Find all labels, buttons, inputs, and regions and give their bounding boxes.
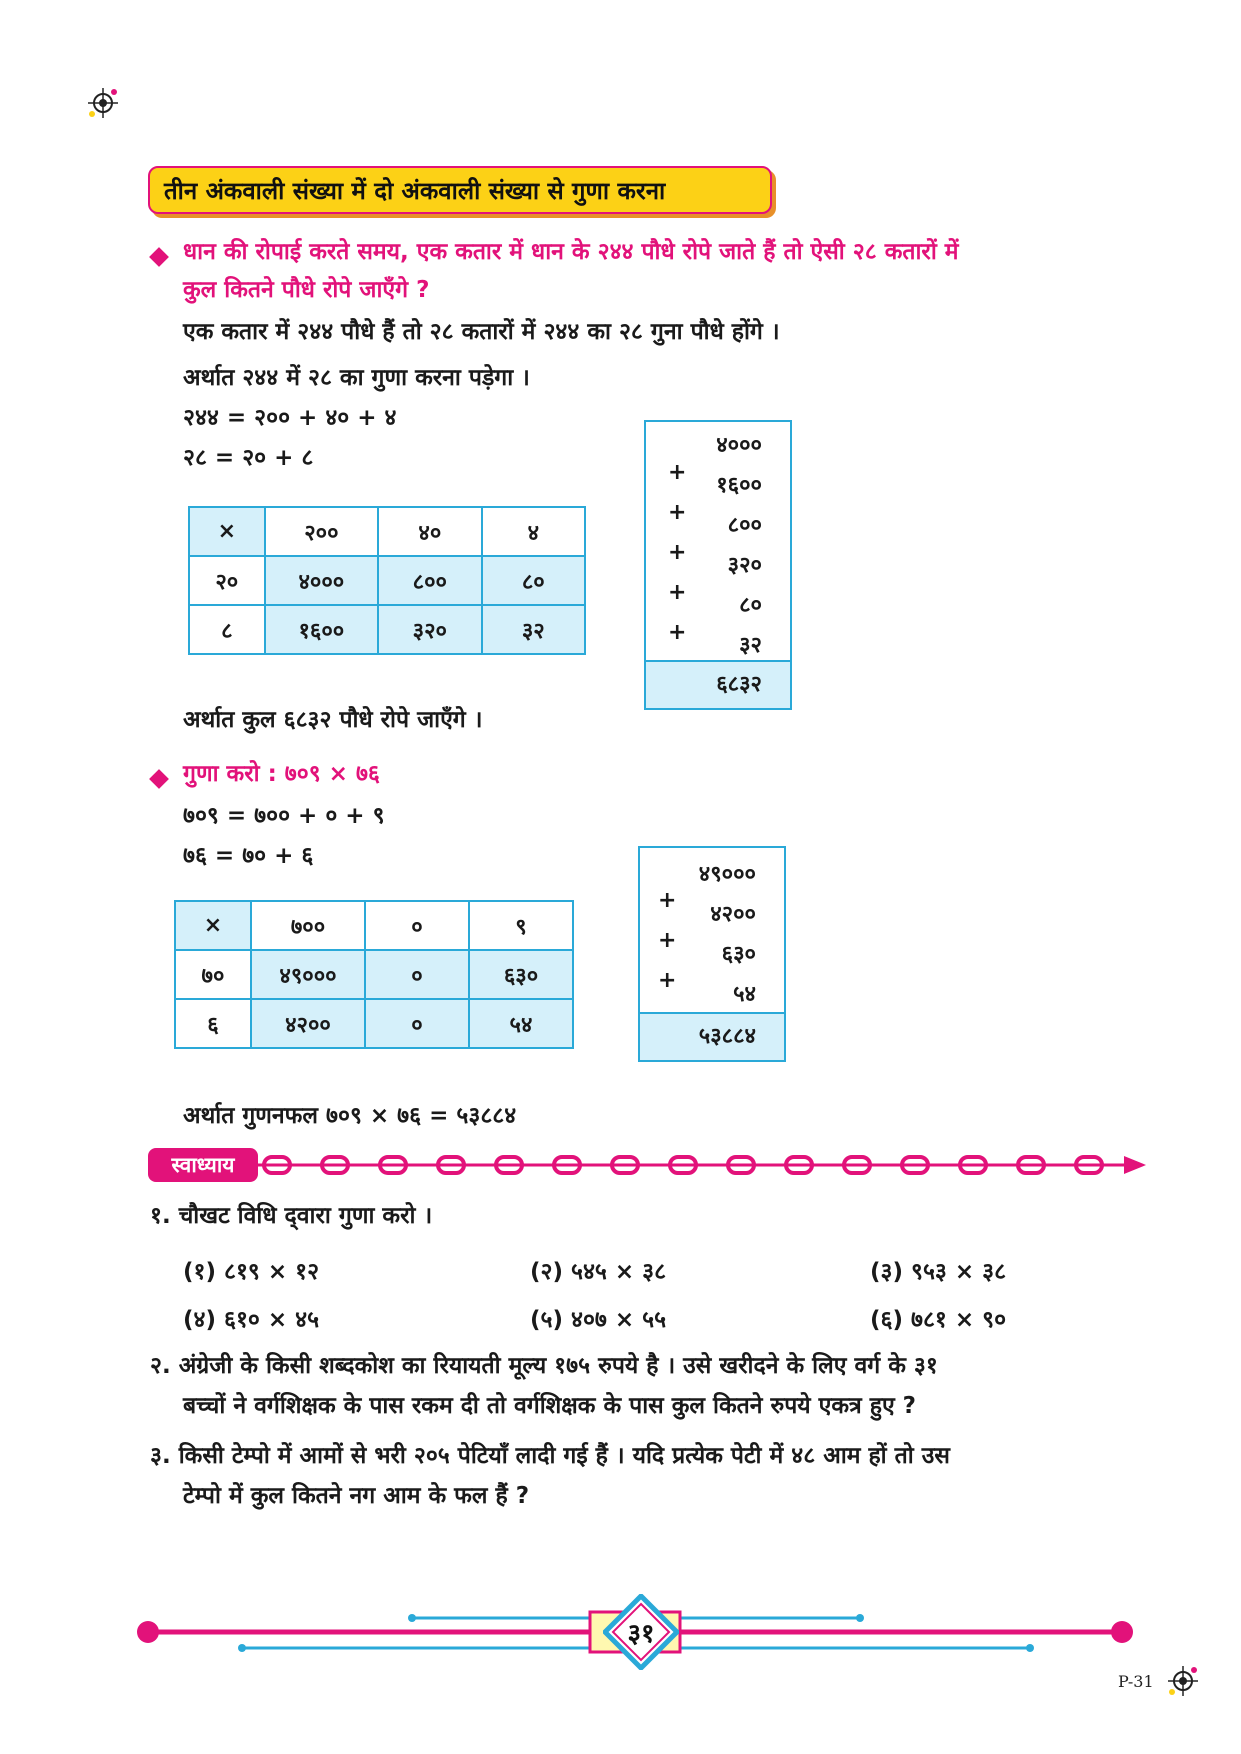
problem1-explanation-2: अर्थात २४४ में २८ का गुणा करना पड़ेगा । [183, 365, 530, 391]
exercise-q2-line2: बच्चों ने वर्गशिक्षक के पास रकम दी तो वर्गशिक्षक के पास कुल कितने रुपये एकत्र हुए ? [183, 1393, 917, 1419]
grid-cell: × [175, 901, 251, 950]
table-row [175, 950, 573, 999]
grid-cell: ३२० [378, 605, 481, 654]
sum-value: ५४ [733, 982, 756, 1007]
grid-cell: ४२०० [251, 999, 365, 1048]
sum-value: ३२ [739, 633, 762, 658]
exercise-q1-item: (३) ९५३ × ३८ [870, 1259, 1007, 1285]
plus-sign: + [668, 540, 687, 565]
grid-cell: ० [365, 999, 469, 1048]
grid-cell: ० [365, 901, 469, 950]
problem2-multiplication-grid [174, 900, 574, 1049]
grid-cell: ८०० [378, 556, 481, 605]
exercise-q3-line2: टेम्पो में कुल कितने नग आम के फल हैं ? [183, 1483, 530, 1509]
sum-value: ६३० [721, 942, 756, 967]
plus-sign: + [668, 580, 687, 605]
sum-total: ५३८८४ [640, 1012, 784, 1060]
problem1-conclusion: अर्थात कुल ६८३२ पौधे रोपे जाएँगे । [183, 707, 483, 733]
exercise-q1-item: (४) ६१० × ४५ [183, 1307, 320, 1333]
grid-cell: × [189, 507, 265, 556]
problem1-expansion-2: २८ = २० + ८ [183, 445, 314, 471]
problem1-sum-box [644, 420, 792, 710]
decorative-chain-divider [258, 1152, 1148, 1178]
problem2-conclusion: अर्थात गुणनफल ७०९ × ७६ = ५३८८४ [183, 1103, 517, 1129]
grid-cell: ३२ [482, 605, 585, 654]
registration-mark-icon [86, 86, 120, 120]
grid-cell: ७०० [251, 901, 365, 950]
problem2-sum-box [638, 846, 786, 1062]
exercise-q2-line1: २. अंग्रेजी के किसी शब्दकोश का रियायती मूल्य १७५ रुपये है । उसे खरीदने के लिए वर्ग के ३१ [150, 1353, 938, 1379]
grid-cell: २०० [265, 507, 378, 556]
sum-value: ४००० [716, 433, 762, 458]
exercise-q1-item: (६) ७८१ × ९० [870, 1307, 1007, 1333]
sum-value: ३२० [727, 553, 762, 578]
grid-cell: ४००० [265, 556, 378, 605]
exercise-q3-line1: ३. किसी टेम्पो में आमों से भरी २०५ पेटियाँ लादी गई हैं । यदि प्रत्येक पेटी में ४८ आम हों तो उस [150, 1443, 950, 1469]
grid-cell: ९ [469, 901, 573, 950]
exercise-q1-item: (५) ४०७ × ५५ [530, 1307, 667, 1333]
grid-cell: ४९००० [251, 950, 365, 999]
grid-cell: ८ [189, 605, 265, 654]
table-row [175, 901, 573, 950]
sum-value: ४९००० [698, 862, 756, 887]
table-row [189, 556, 585, 605]
plus-sign: + [658, 888, 677, 913]
sum-total: ६८३२ [646, 660, 790, 708]
bullet-diamond-icon [149, 247, 169, 267]
grid-cell: १६०० [265, 605, 378, 654]
exercise-q1-item: (१) ८१९ × १२ [183, 1259, 320, 1285]
table-row [189, 507, 585, 556]
grid-cell: २० [189, 556, 265, 605]
problem1-explanation-1: एक कतार में २४४ पौधे हैं तो २८ कतारों में २४४ का २८ गुना पौधे होंगे । [183, 319, 780, 345]
bullet-diamond-icon [149, 769, 169, 789]
page-code: P-31 [1118, 1672, 1154, 1691]
grid-cell: ६ [175, 999, 251, 1048]
grid-cell: ४० [378, 507, 481, 556]
problem1-question-line2: कुल कितने पौधे रोपे जाएँगे ? [183, 277, 430, 303]
plus-sign: + [658, 968, 677, 993]
grid-cell: ८० [482, 556, 585, 605]
plus-sign: + [658, 928, 677, 953]
grid-cell: ७० [175, 950, 251, 999]
registration-mark-icon [1166, 1664, 1200, 1698]
problem1-question-line1: धान की रोपाई करते समय, एक कतार में धान के २४४ पौधे रोपे जाते हैं तो ऐसी २८ कतारों में [183, 239, 959, 265]
sum-value: ४२०० [710, 902, 756, 927]
grid-cell: ६३० [469, 950, 573, 999]
exercise-q1: १. चौखट विधि द्‌वारा गुणा करो । [150, 1203, 433, 1229]
section-heading [148, 166, 772, 214]
exercise-q1-item: (२) ५४५ × ३८ [530, 1259, 667, 1285]
sum-value: ८० [739, 593, 762, 618]
problem2-expansion-1: ७०९ = ७०० + ० + ९ [183, 803, 385, 829]
exercise-tag: स्वाध्याय [148, 1148, 258, 1182]
table-row [175, 999, 573, 1048]
sum-value: ८०० [727, 513, 762, 538]
sum-value: १६०० [716, 473, 762, 498]
plus-sign: + [668, 500, 687, 525]
plus-sign: + [668, 620, 687, 645]
grid-cell: ४ [482, 507, 585, 556]
problem1-expansion-1: २४४ = २०० + ४० + ४ [183, 405, 397, 431]
table-row [189, 605, 585, 654]
grid-cell: ५४ [469, 999, 573, 1048]
problem2-title: गुणा करो : ७०९ × ७६ [183, 761, 380, 787]
grid-cell: ० [365, 950, 469, 999]
page-number: ३१ [627, 1619, 655, 1649]
problem2-expansion-2: ७६ = ७० + ६ [183, 843, 314, 869]
section-heading-text: तीन अंकवाली संख्या में दो अंकवाली संख्या से गुणा करना [164, 177, 666, 205]
problem1-multiplication-grid [188, 506, 586, 655]
plus-sign: + [668, 460, 687, 485]
